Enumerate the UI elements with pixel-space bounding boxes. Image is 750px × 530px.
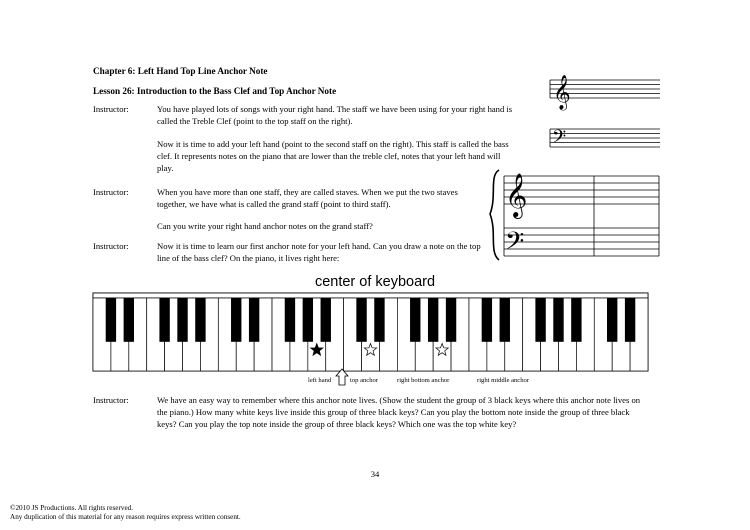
duplication-notice: Any duplication of this material for any reason requires express written consent. (10, 513, 241, 521)
black-key (607, 298, 617, 342)
black-key (553, 298, 563, 342)
speaker-label: Instructor: (93, 395, 129, 405)
piano-keyboard (93, 293, 648, 371)
black-key (159, 298, 169, 342)
dialog-paragraph: You have played lots of songs with your right hand. The staff we have been using for your right hand is called the Treble Clef (point to the top staff on the right). (157, 104, 513, 126)
black-key (571, 298, 581, 342)
dialog-paragraph: We have an easy way to remember where this anchor note lives. (Show the student the group of 3 black keys where this anchor note lives on the piano.) How many white keys live inside this group of three black keys? Can you play the bottom note inside the group of three black keys? Can you play the top note inside the group of three black keys? Which one was the top white key? (157, 395, 641, 429)
black-key (446, 298, 456, 342)
black-key (500, 298, 510, 342)
black-key (321, 298, 331, 342)
bass-staff (550, 124, 660, 154)
black-key (285, 298, 295, 342)
right-bottom-anchor-label: right bottom anchor (397, 377, 450, 384)
keyboard-rail (93, 293, 648, 298)
dialog-paragraph: When you have more than one staff, they are called staves. When we put the two staves together, we have what is called the grand staff (point to third staff). (157, 187, 458, 209)
right-middle-anchor-label: right middle anchor (477, 377, 530, 384)
dialog-paragraph: Now it is time to add your left hand (point to the second staff on the right). This staff is called the bass clef. It represents notes on the piano that are lower than the treble clef, notes that your left hand will play. (157, 139, 509, 173)
chapter-title: Chapter 6: Left Hand Top Line Anchor Note (93, 66, 268, 76)
dialog-paragraph: Can you write your right hand anchor notes on the grand staff? (157, 221, 373, 231)
black-key (231, 298, 241, 342)
black-key (428, 298, 438, 342)
black-key (535, 298, 545, 342)
black-key (482, 298, 492, 342)
black-key (374, 298, 384, 342)
lesson-title: Lesson 26: Introduction to the Bass Clef and Top Anchor Note (93, 86, 337, 96)
black-key (195, 298, 205, 342)
black-key (303, 298, 313, 342)
bass-clef-icon: 𝄢 (552, 127, 567, 152)
top-anchor-label: top anchor (350, 377, 379, 384)
keyboard-title: center of keyboard (314, 274, 436, 290)
speaker-label: Instructor: (93, 187, 129, 197)
page-number: 34 (370, 469, 380, 479)
black-key (625, 298, 635, 342)
grand-staff (487, 166, 662, 266)
black-key (177, 298, 187, 342)
black-key (249, 298, 259, 342)
black-key (106, 298, 116, 342)
dialog-paragraph: Now it is time to learn our first anchor note for your left hand. Can you draw a note on the top line of the bass clef? On the piano, it lives right here: (157, 241, 481, 263)
treble-staff (550, 72, 660, 110)
bass-clef-icon: 𝄢 (505, 227, 525, 262)
black-key (356, 298, 366, 342)
up-arrow-icon (335, 368, 349, 386)
treble-clef-icon: 𝄞 (505, 173, 528, 217)
copyright: ©2010 JS Productions. All rights reserved. (10, 504, 134, 512)
treble-clef-icon: 𝄞 (553, 75, 571, 110)
left-hand-label: left hand (308, 377, 332, 384)
speaker-label: Instructor: (93, 241, 129, 251)
brace-icon (490, 170, 499, 260)
black-key (124, 298, 134, 342)
speaker-label: Instructor: (93, 104, 129, 114)
black-key (410, 298, 420, 342)
